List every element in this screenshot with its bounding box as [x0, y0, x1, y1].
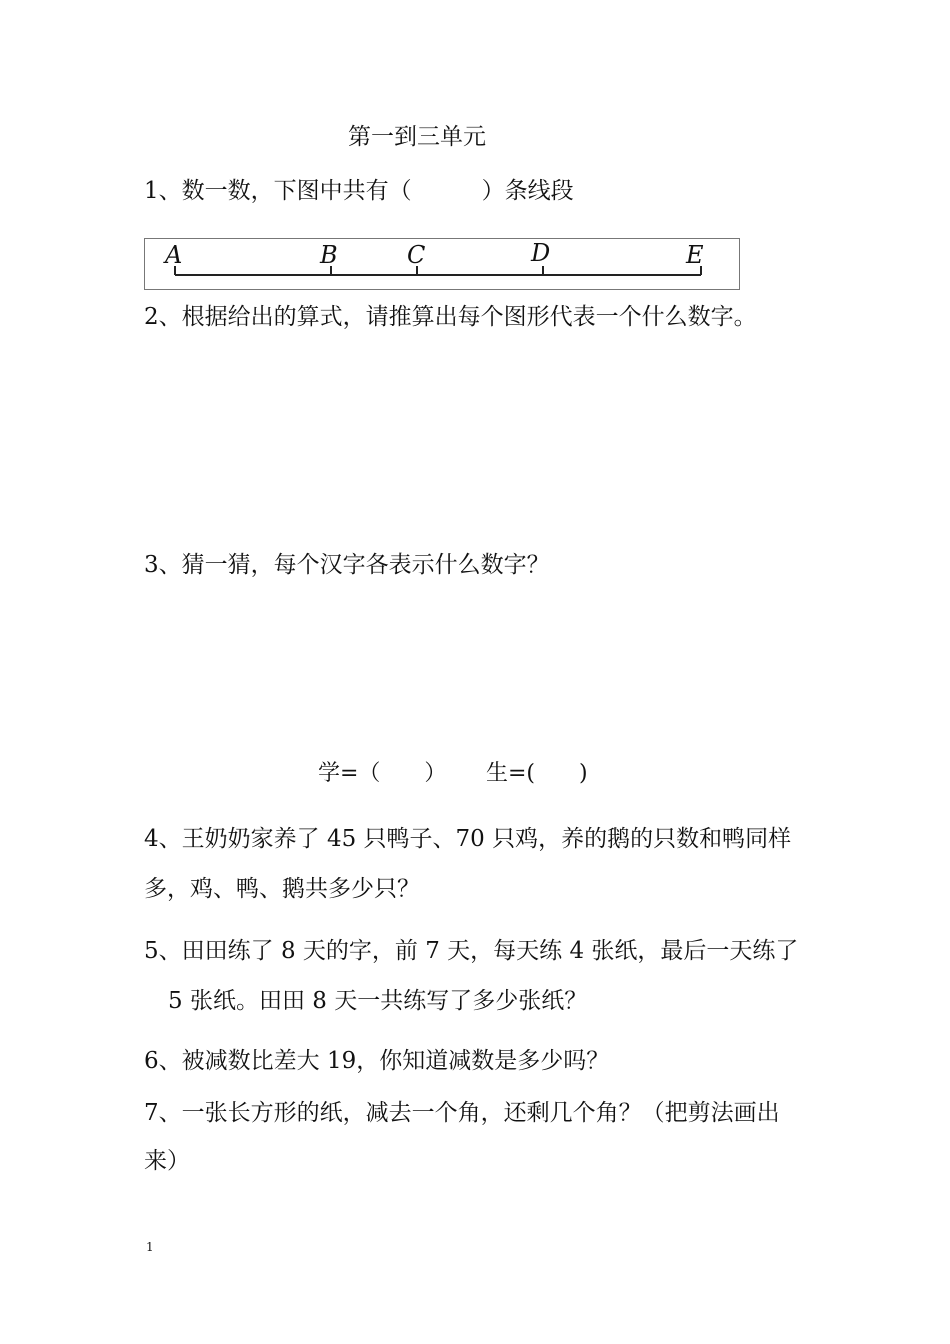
question-7-line-2: 来） [144, 1148, 190, 1174]
point-label-b: B [320, 241, 338, 269]
question-6: 6、被减数比差大 19，你知道减数是多少吗？ [144, 1048, 610, 1074]
question-1 [144, 172, 574, 205]
line-segment-svg [145, 239, 739, 289]
answer-xue: 学=（ ） [318, 761, 447, 786]
question-7-line-1: 7、一张长方形的纸，减去一个角，还剩几个角？（把剪法画出 [144, 1100, 780, 1126]
question-1-text-after: ）条线段 [481, 178, 574, 204]
page-number: 1 [146, 1240, 154, 1254]
question-3: 3、猜一猜，每个汉字各表示什么数字？ [144, 552, 550, 578]
page-title: 第一到三单元 [348, 124, 486, 150]
question-5-line-1: 5、田田练了 8 天的字，前 7 天，每天练 4 张纸，最后一天练了 [144, 938, 799, 964]
question-2: 2、根据给出的算式，请推算出每个图形代表一个什么数字。 [144, 304, 757, 330]
question-1-text-before: 1、数一数，下图中共有（ [144, 178, 412, 204]
point-label-a: A [165, 241, 183, 269]
question-4-line-2: 多，鸡、鸭、鹅共多少只？ [144, 876, 420, 902]
point-label-c: C [407, 241, 426, 269]
point-label-e: E [686, 241, 704, 269]
line-segment-figure [144, 238, 740, 290]
question-5-line-2: 5 张纸。田田 8 天一共练写了多少张纸？ [168, 988, 588, 1014]
answer-sheng: 生=( ) [486, 761, 588, 786]
point-label-d: D [531, 239, 551, 267]
question-4-line-1: 4、王奶奶家养了 45 只鸭子、70 只鸡，养的鹅的只数和鸭同样 [144, 826, 792, 852]
